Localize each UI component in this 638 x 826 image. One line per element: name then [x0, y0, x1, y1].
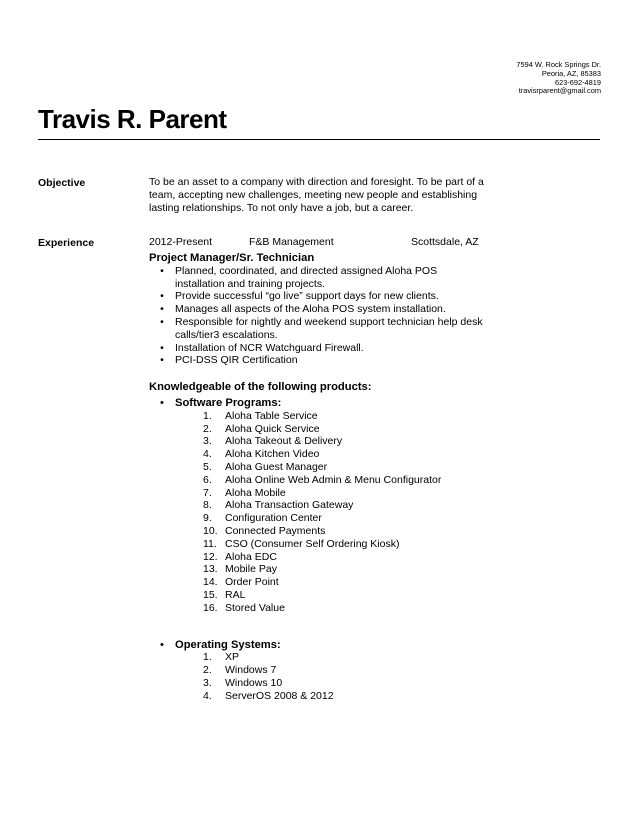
software-item-text: Connected Payments: [225, 524, 326, 537]
item-number: 15.: [203, 588, 218, 601]
item-number: 8.: [203, 499, 212, 512]
contact-city: Peoria, AZ, 85383: [541, 68, 601, 78]
software-item-text: Aloha Quick Service: [225, 422, 320, 435]
software-item-text: Aloha Table Service: [225, 409, 318, 422]
os-block: [149, 639, 485, 703]
software-item: [149, 499, 485, 512]
contact-block: [516, 61, 601, 96]
item-number: 2.: [203, 422, 212, 435]
item-number: 11.: [203, 537, 217, 550]
software-item: [149, 563, 485, 576]
experience-company: F&B Management: [249, 236, 334, 248]
software-item: [149, 448, 485, 461]
os-item: [149, 677, 485, 690]
duty-text: Planned, coordinated, and directed assigned Aloha POS installation and training projects.: [175, 264, 438, 290]
os-item-text: ServerOS 2008 & 2012: [225, 689, 334, 702]
bullet-icon: •: [160, 638, 164, 651]
os-item: [149, 651, 485, 664]
os-item-text: XP: [225, 651, 240, 664]
os-heading-label: Operating Systems:: [175, 638, 281, 651]
software-item: [149, 474, 485, 487]
software-heading: [149, 397, 485, 410]
duty-text: Installation of NCR Watchguard Firewall.: [175, 341, 364, 354]
software-item: [149, 423, 485, 436]
software-item: [149, 602, 485, 615]
software-item: [149, 487, 485, 500]
duties-list: [149, 265, 485, 367]
candidate-name: Travis R. Parent: [38, 104, 227, 134]
bullet-icon: •: [160, 341, 164, 354]
objective-label: Objective: [38, 177, 86, 189]
os-item: [149, 664, 485, 677]
products-heading: Knowledgeable of the following products:: [149, 381, 372, 394]
contact-email: travisrparent@gmail.com: [518, 86, 601, 96]
duty-item: [149, 342, 485, 355]
os-heading: [149, 639, 485, 652]
bullet-icon: •: [160, 290, 164, 303]
duty-text: PCI-DSS QIR Certification: [175, 354, 298, 367]
bullet-icon: •: [160, 315, 164, 328]
bullet-icon: •: [160, 396, 164, 409]
experience-header: [149, 236, 485, 249]
software-item-text: Aloha EDC: [225, 550, 277, 563]
software-item: [149, 538, 485, 551]
software-item: [149, 525, 485, 538]
item-number: 14.: [203, 576, 218, 589]
os-item: [149, 690, 485, 703]
item-number: 2.: [203, 664, 212, 677]
os-list: [149, 651, 485, 702]
contact-address: 7594 W. Rock Springs Dr.: [516, 60, 601, 69]
bullet-icon: •: [160, 303, 164, 316]
duty-item: [149, 316, 485, 342]
duty-item: [149, 354, 485, 367]
software-item-text: Configuration Center: [225, 512, 322, 525]
software-item-text: Aloha Mobile: [225, 486, 286, 499]
item-number: 12.: [203, 550, 218, 563]
software-list: [149, 410, 485, 615]
item-number: 13.: [203, 563, 218, 576]
software-heading-label: Software Programs:: [175, 396, 282, 409]
item-number: 1.: [203, 651, 212, 664]
software-item: [149, 435, 485, 448]
duty-text: Manages all aspects of the Aloha POS system installation.: [175, 303, 446, 316]
item-number: 3.: [203, 676, 212, 689]
item-number: 10.: [203, 524, 218, 537]
item-number: 6.: [203, 473, 212, 486]
software-item: [149, 461, 485, 474]
item-number: 9.: [203, 512, 212, 525]
software-item: [149, 410, 485, 423]
item-number: 5.: [203, 460, 212, 473]
bullet-icon: •: [160, 354, 164, 367]
software-item-text: Order Point: [225, 576, 279, 589]
header-divider: [38, 139, 600, 140]
objective-text: To be an asset to a company with direction and foresight. To be part of a team, accepting new challenges, meeting new people and establishing lasting relationships. To not only have a job, but a career.: [149, 176, 484, 214]
software-item-text: Aloha Transaction Gateway: [225, 499, 354, 512]
item-number: 16.: [203, 601, 218, 614]
contact-phone: 623-692-4819: [554, 77, 601, 87]
software-item: [149, 551, 485, 564]
software-item-text: CSO (Consumer Self Ordering Kiosk): [225, 537, 400, 550]
duty-text: Provide successful “go live” support days for new clients.: [175, 290, 439, 303]
software-item-text: RAL: [225, 588, 246, 601]
bullet-icon: •: [160, 264, 164, 277]
software-item-text: Aloha Takeout & Delivery: [225, 435, 343, 448]
job-title: Project Manager/Sr. Technician: [149, 252, 315, 264]
software-item-text: Mobile Pay: [225, 563, 277, 576]
os-item-text: Windows 10: [225, 676, 283, 689]
software-item-text: Aloha Online Web Admin & Menu Configurator: [225, 473, 442, 486]
item-number: 4.: [203, 689, 212, 702]
experience-section: [149, 236, 485, 703]
os-item-text: Windows 7: [225, 664, 277, 677]
software-item: [149, 589, 485, 602]
duty-item: [149, 290, 485, 303]
experience-label: Experience: [38, 237, 95, 249]
software-item-text: Aloha Guest Manager: [225, 460, 328, 473]
software-item-text: Aloha Kitchen Video: [225, 448, 320, 461]
item-number: 7.: [203, 486, 212, 499]
duty-text: Responsible for nightly and weekend support technician help desk calls/tier3 escalations.: [175, 315, 483, 341]
item-number: 3.: [203, 435, 212, 448]
experience-location: Scottsdale, AZ: [411, 236, 479, 248]
experience-dates: 2012-Present: [149, 236, 213, 248]
software-item-text: Stored Value: [225, 601, 285, 614]
item-number: 1.: [203, 409, 212, 422]
duty-item: [149, 303, 485, 316]
duty-item: [149, 265, 485, 291]
software-item: [149, 512, 485, 525]
software-item: [149, 576, 485, 589]
item-number: 4.: [203, 448, 212, 461]
